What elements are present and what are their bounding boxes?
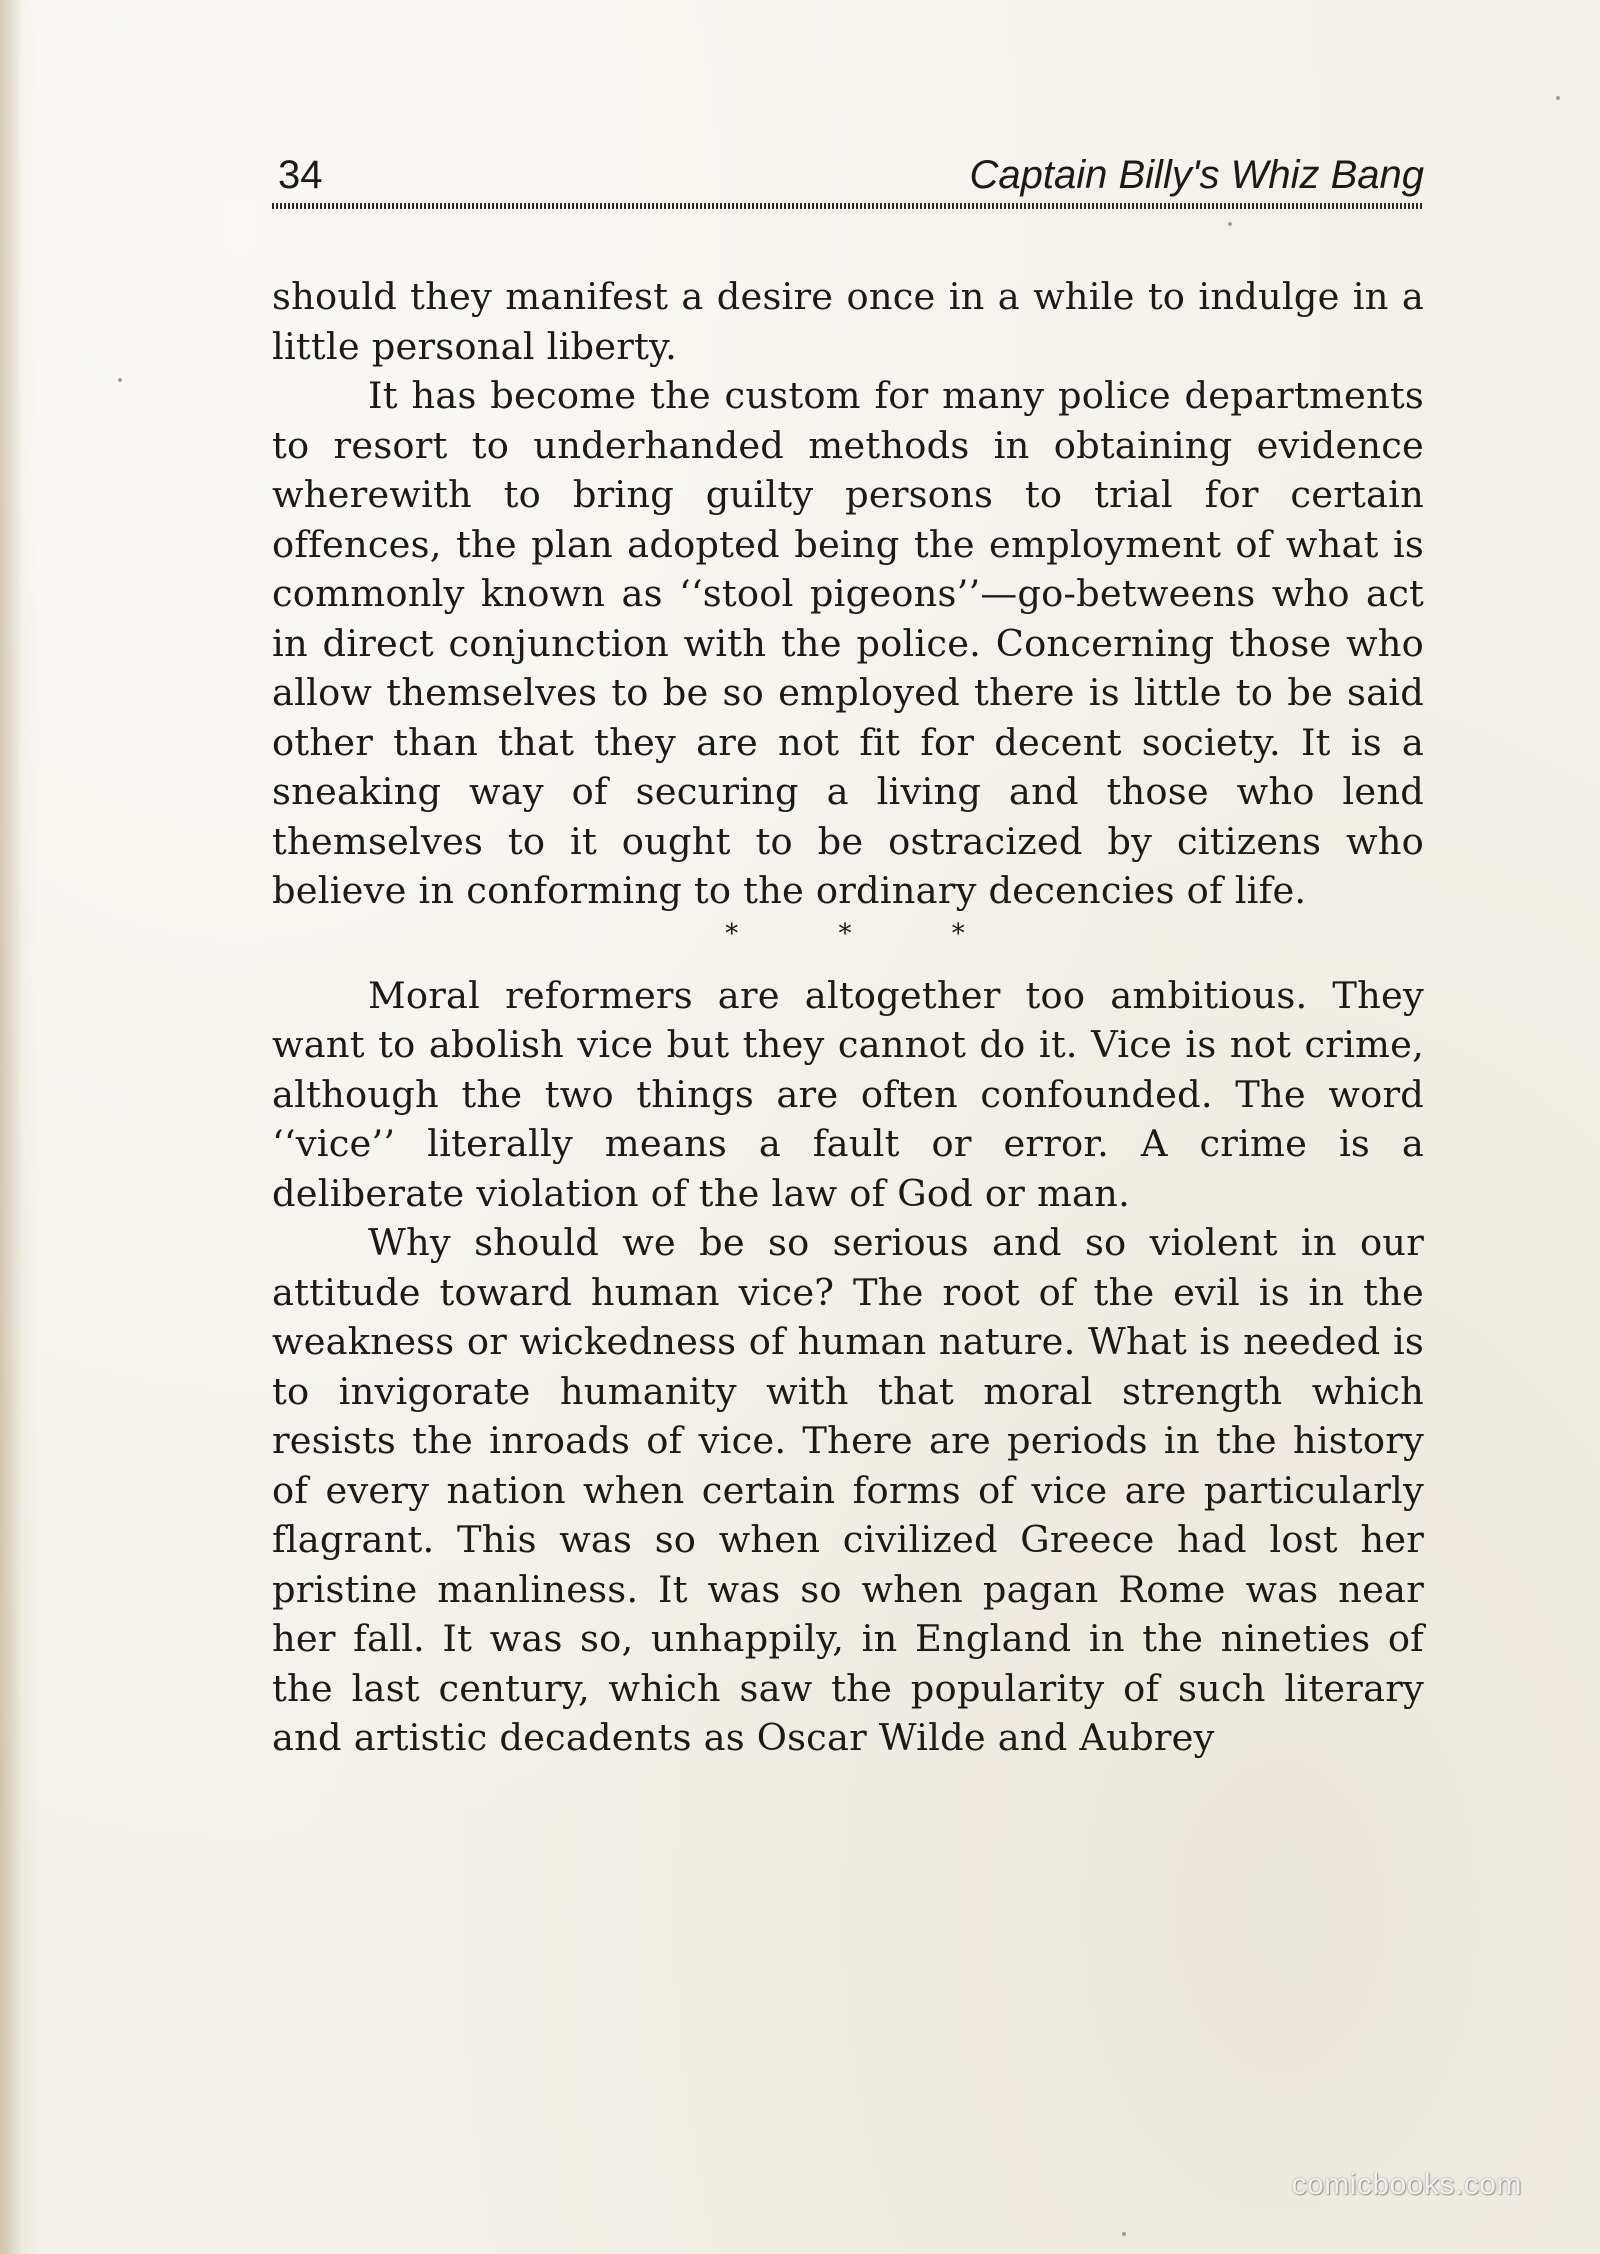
paragraph-continued: should they manifest a desire once in a while to indulge in a little personal liberty. (272, 275, 1424, 368)
section-separator: * * * (725, 918, 1011, 949)
paragraph-human-vice: Why should we be so serious and so violent in our attitude toward human vice? The root of the evil is in the weakness or wickedness of human nature. What is needed is to invigorate humanity with that moral strength which resists the inroads of vice. There are periods in the history of every nation when certain forms of vice are particularly flagrant. This was so when civilized Greece had lost her pristine manliness. It was so when pagan Rome was near her fall. It was so, unhappily, in England in the nineties of the last century, which saw the popularity of such literary and artistic decadents as Oscar Wilde and Aubrey (272, 1221, 1424, 1759)
page-number: 34 (278, 153, 323, 197)
paragraph-moral-reformers: Moral reformers are altogether too ambitious. They want to abolish vice but they cannot do it. Vice is not crime, although the two things are often confounded. The word ‘‘vice’’ literally means a fault or error. A crime is a deliberate violation of the law of God or man. (272, 973, 1424, 1215)
article-body (272, 272, 1424, 1763)
paper-speck (1228, 222, 1232, 226)
paper-speck (118, 378, 122, 382)
page-binding-edge (0, 0, 22, 2254)
paper-speck (1556, 96, 1560, 100)
header-rule (272, 203, 1424, 209)
paragraph-stool-pigeons: It has become the custom for many police departments to resort to underhanded methods in obtaining evidence wherewith to bring guilty persons to trial for certain offences, the plan adopted being the employment of what is commonly known as ‘‘stool pigeons’’—go-betweens who act in direct conjunction with the police. Concerning those who allow themselves to be so employed there is little to be said other than that they are not fit for decent society. It is a sneaking way of securing a living and those who lend themselves to it ought to be ostracized by citizens who believe in conforming to the ordinary decencies of life. (272, 374, 1424, 912)
watermark: comicbooks.com (1291, 2168, 1522, 2201)
separator-spacer (272, 957, 1424, 971)
page-header (272, 150, 1424, 200)
running-title: Captain Billy's Whiz Bang (969, 153, 1424, 197)
paper-speck (1122, 2232, 1126, 2236)
